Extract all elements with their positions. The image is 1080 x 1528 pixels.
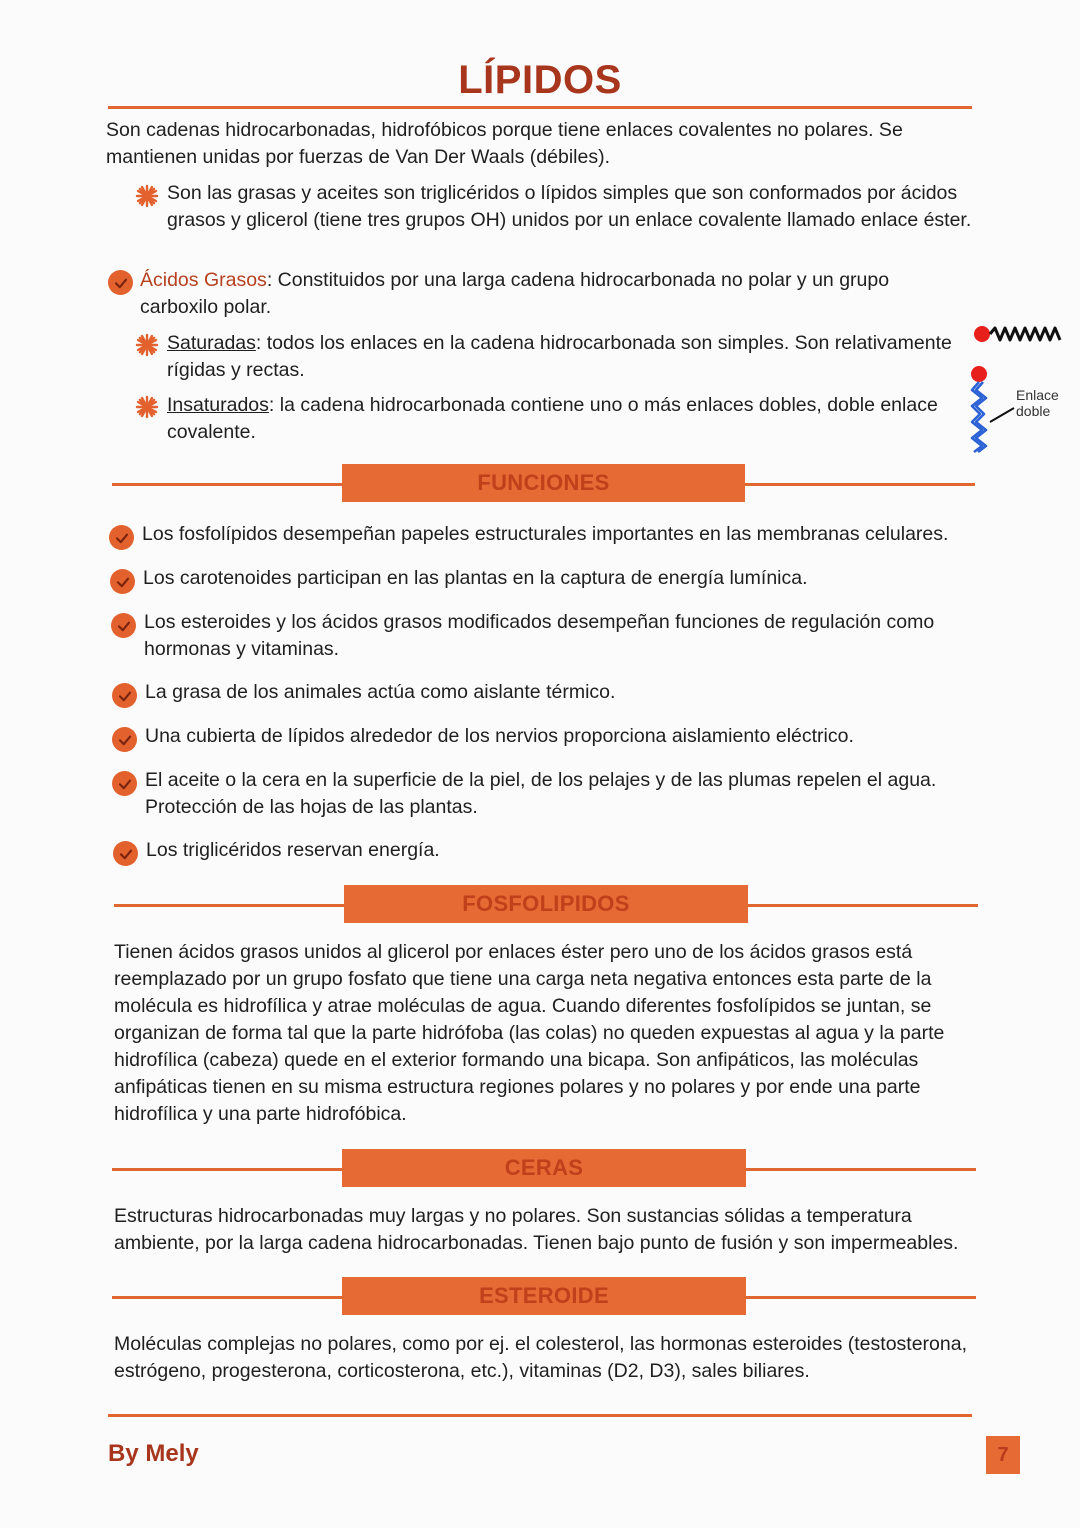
acidos-grasos-label: Ácidos Grasos bbox=[140, 269, 267, 291]
fatty-acid-diagram bbox=[964, 318, 1074, 458]
section-rule-right bbox=[746, 1168, 976, 1171]
section-rule-right bbox=[745, 483, 975, 486]
check-icon bbox=[112, 771, 137, 796]
diagram-label-line2: doble bbox=[1016, 403, 1051, 419]
asterisk-bullet-icon bbox=[135, 333, 159, 357]
intro-paragraph: Son cadenas hidrocarbonadas, hidrofóbicos porque tiene enlaces covalentes no polares. Se mantienen unidas por fuerzas de Van Der Waals (débiles). bbox=[106, 119, 903, 168]
acidos-grasos-text: : Constituidos por una larga cadena hidrocarbonada no polar y un grupo carboxilo polar. bbox=[140, 269, 890, 318]
footer-rule bbox=[108, 1414, 972, 1417]
esteroide-paragraph: Moléculas complejas no polares, como por ej. el colesterol, las hormonas esteroides (testosterona, estrógeno, progesterona, corticosterona, etc.), vitaminas (D2, D3), sales biliares. bbox=[114, 1333, 968, 1382]
title-underline bbox=[108, 106, 972, 109]
section-rule-right bbox=[746, 1296, 976, 1299]
check-icon bbox=[110, 569, 135, 594]
check-icon bbox=[112, 683, 137, 708]
check-icon bbox=[111, 613, 136, 638]
footer-author: By Mely bbox=[108, 1440, 199, 1467]
section-rule-left bbox=[112, 1168, 342, 1171]
funciones-item: Una cubierta de lípidos alrededor de los nervios proporciona aislamiento eléctrico. bbox=[145, 725, 854, 747]
section-rule-right bbox=[748, 904, 978, 907]
funciones-item: Los esteroides y los ácidos grasos modificados desempeñan funciones de regulación como hormonas y vitaminas. bbox=[144, 611, 935, 660]
section-rule-left bbox=[114, 904, 344, 907]
funciones-item: El aceite o la cera en la superficie de la piel, de los pelajes y de las plumas repelen el agua. Protección de las hojas de las plantas. bbox=[145, 769, 937, 818]
diagram-label-line1: Enlace bbox=[1016, 387, 1059, 403]
saturated-head bbox=[974, 326, 990, 342]
asterisk-bullet-icon bbox=[135, 184, 159, 208]
check-icon bbox=[113, 841, 138, 866]
page-number: 7 bbox=[986, 1436, 1020, 1474]
section-rule-left bbox=[112, 483, 342, 486]
saturadas-label: Saturadas bbox=[167, 332, 256, 354]
asterisk-bullet-icon bbox=[135, 395, 159, 419]
funciones-item: Los triglicéridos reservan energía. bbox=[146, 839, 440, 861]
section-header-funciones: FUNCIONES bbox=[342, 464, 745, 502]
section-rule-left bbox=[112, 1296, 342, 1299]
insaturados-text: : la cadena hidrocarbonada contiene uno o más enlaces dobles, doble enlace covalente. bbox=[167, 394, 938, 443]
acidos-grasos-item bbox=[140, 267, 930, 321]
page-title: LÍPIDOS bbox=[458, 58, 622, 102]
ceras-paragraph: Estructuras hidrocarbonadas muy largas y no polares. Son sustancias sólidas a temperatura ambiente, por la larga cadena hidrocarbonadas. Tienen bajo punto de fusión y son impermeables. bbox=[114, 1205, 959, 1254]
saturadas-item bbox=[167, 330, 967, 384]
funciones-item: Los fosfolípidos desempeñan papeles estructurales importantes en las membranas celulares. bbox=[142, 523, 949, 545]
label-pointer bbox=[990, 408, 1014, 422]
funciones-item: Los carotenoides participan en las plantas en la captura de energía lumínica. bbox=[143, 567, 808, 589]
check-icon bbox=[109, 525, 134, 550]
insaturados-item bbox=[167, 392, 957, 446]
check-icon bbox=[112, 727, 137, 752]
saturated-tail bbox=[990, 328, 1060, 340]
funciones-item: La grasa de los animales actúa como aislante térmico. bbox=[145, 681, 616, 703]
unsaturated-head bbox=[971, 366, 987, 382]
saturadas-text: : todos los enlaces en la cadena hidrocarbonada son simples. Son relativamente rígidas y rectas. bbox=[167, 332, 952, 381]
section-header-ceras: CERAS bbox=[342, 1149, 746, 1187]
section-header-esteroide: ESTEROIDE bbox=[342, 1277, 746, 1315]
insaturados-label: Insaturados bbox=[167, 394, 269, 416]
check-icon bbox=[108, 270, 133, 295]
section-header-fosfolipidos: FOSFOLIPIDOS bbox=[344, 885, 748, 923]
grasas-bullet-text: Son las grasas y aceites son triglicéridos o lípidos simples que son conformados por ácidos grasos y glicerol (tiene tres grupos OH) unidos por un enlace covalente llamado enlace éster. bbox=[167, 182, 972, 231]
fosfolipidos-paragraph: Tienen ácidos grasos unidos al glicerol por enlaces éster pero uno de los ácidos grasos está reemplazado por un grupo fosfato que tiene una carga neta negativa entonces esta parte de la molécula es hidrofílica y atrae moléculas de agua. Cuando diferentes fosfolípidos se juntan, se organizan de forma tal que la parte hidrófoba (las colas) no queden expuestas al agua y la parte hidrofílica (cabeza) quede en el exterior formando una bicapa. Son anfipáticos, las moléculas anfipáticas tienen en su misma estructura regiones polares y no polares y por ende una parte hidrofílica y una parte hidrofóbica. bbox=[114, 941, 945, 1125]
